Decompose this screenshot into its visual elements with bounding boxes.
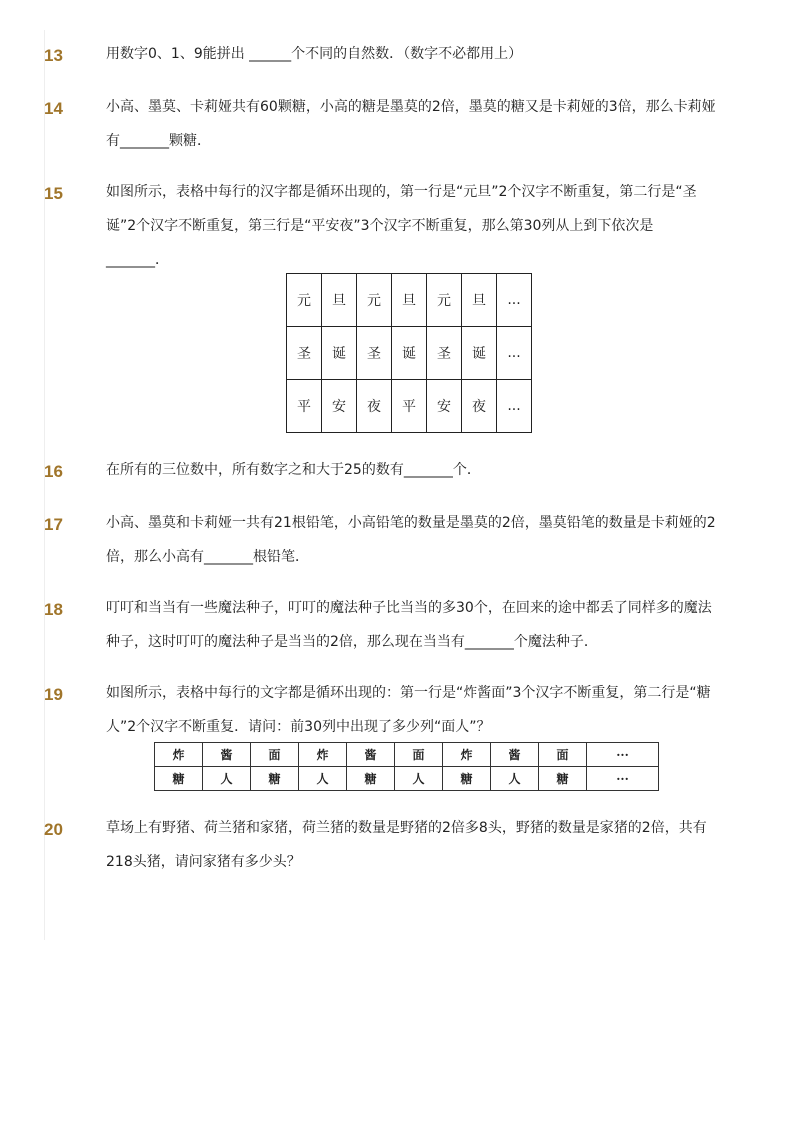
- table-cell: 圣: [287, 327, 322, 380]
- table-cell: ...: [497, 327, 532, 380]
- table-cell: 旦: [392, 274, 427, 327]
- table-cell: 安: [322, 380, 357, 433]
- question-number: 13: [44, 46, 63, 65]
- question-text: 小高、墨莫和卡莉娅一共有21根铅笔，小高铅笔的数量是墨莫的2倍，墨莫铅笔的数量是卡莉娅的2倍，那么小高有_______根铅笔．: [106, 515, 716, 565]
- question-text: 草场上有野猪、荷兰猪和家猪，荷兰猪的数量是野猪的2倍多8头，野猪的数量是家猪的2倍，共有218头猪，请问家猪有多少头？: [106, 820, 707, 870]
- table-cell: 圣: [357, 327, 392, 380]
- table-cell: 面: [251, 743, 299, 767]
- table-cell: 糖: [251, 767, 299, 791]
- table-cell: 人: [395, 767, 443, 791]
- table-cell: ...: [497, 380, 532, 433]
- cycle-table-15: [286, 273, 532, 433]
- table-cell: 酱: [347, 743, 395, 767]
- question-text: 用数字0、1、9能拼出 ______个不同的自然数．（数字不必都用上）: [106, 46, 523, 62]
- table-cell: 夜: [357, 380, 392, 433]
- table-cell: 平: [392, 380, 427, 433]
- table-cell: 安: [427, 380, 462, 433]
- table-cell: 酱: [203, 743, 251, 767]
- question-text: 小高、墨莫、卡莉娅共有60颗糖，小高的糖是墨莫的2倍，墨莫的糖又是卡莉娅的3倍，那么卡莉娅有_______颗糖．: [106, 99, 716, 149]
- table-row: [155, 767, 659, 791]
- table-row: [287, 274, 532, 327]
- table-cell: 糖: [443, 767, 491, 791]
- table-cell: 糖: [155, 767, 203, 791]
- question-text: 在所有的三位数中，所有数字之和大于25的数有_______个．: [106, 462, 481, 478]
- question-number: 16: [44, 462, 63, 481]
- table-cell: 元: [357, 274, 392, 327]
- table-cell: ...: [497, 274, 532, 327]
- table-cell: 元: [427, 274, 462, 327]
- table-cell: 人: [491, 767, 539, 791]
- table-cell: 酱: [491, 743, 539, 767]
- table-cell: ···: [587, 767, 659, 791]
- question-number: 15: [44, 184, 63, 203]
- table-cell: 人: [203, 767, 251, 791]
- question-text: 叮叮和当当有一些魔法种子，叮叮的魔法种子比当当的多30个，在回来的途中都丢了同样多的魔法种子，这时叮叮的魔法种子是当当的2倍，那么现在当当有_______个魔法种子．: [106, 600, 712, 650]
- question-number: 19: [44, 685, 63, 704]
- table-row: [287, 327, 532, 380]
- table-row: [287, 380, 532, 433]
- table-cell: 诞: [462, 327, 497, 380]
- table-cell: 糖: [539, 767, 587, 791]
- table-cell: 诞: [322, 327, 357, 380]
- table-cell: 糖: [347, 767, 395, 791]
- table-cell: 元: [287, 274, 322, 327]
- question-text: 如图所示，表格中每行的文字都是循环出现的：第一行是“炸酱面”3个汉字不断重复，第二行是“糖人”2个汉字不断重复．请问：前30列中出现了多少列“面人”？: [106, 685, 711, 735]
- table-cell: 炸: [299, 743, 347, 767]
- table-cell: 圣: [427, 327, 462, 380]
- table-cell: 人: [299, 767, 347, 791]
- table-cell: 旦: [462, 274, 497, 327]
- table-cell: 面: [395, 743, 443, 767]
- table-row: [155, 743, 659, 767]
- question-text: 如图所示，表格中每行的汉字都是循环出现的，第一行是“元旦”2个汉字不断重复，第二行是“圣诞”2个汉字不断重复，第三行是“平安夜”3个汉字不断重复，那么第30列从上到下依次是_______．: [106, 184, 697, 268]
- left-margin-rule: [44, 30, 45, 940]
- table-cell: 炸: [443, 743, 491, 767]
- question-number: 20: [44, 820, 63, 839]
- table-cell: 夜: [462, 380, 497, 433]
- table-cell: 旦: [322, 274, 357, 327]
- table-cell: 炸: [155, 743, 203, 767]
- table-cell: ···: [587, 743, 659, 767]
- question-number: 14: [44, 99, 63, 118]
- cycle-table-19: [154, 742, 659, 791]
- question-number: 18: [44, 600, 63, 619]
- table-cell: 诞: [392, 327, 427, 380]
- question-number: 17: [44, 515, 63, 534]
- table-cell: 平: [287, 380, 322, 433]
- table-cell: 面: [539, 743, 587, 767]
